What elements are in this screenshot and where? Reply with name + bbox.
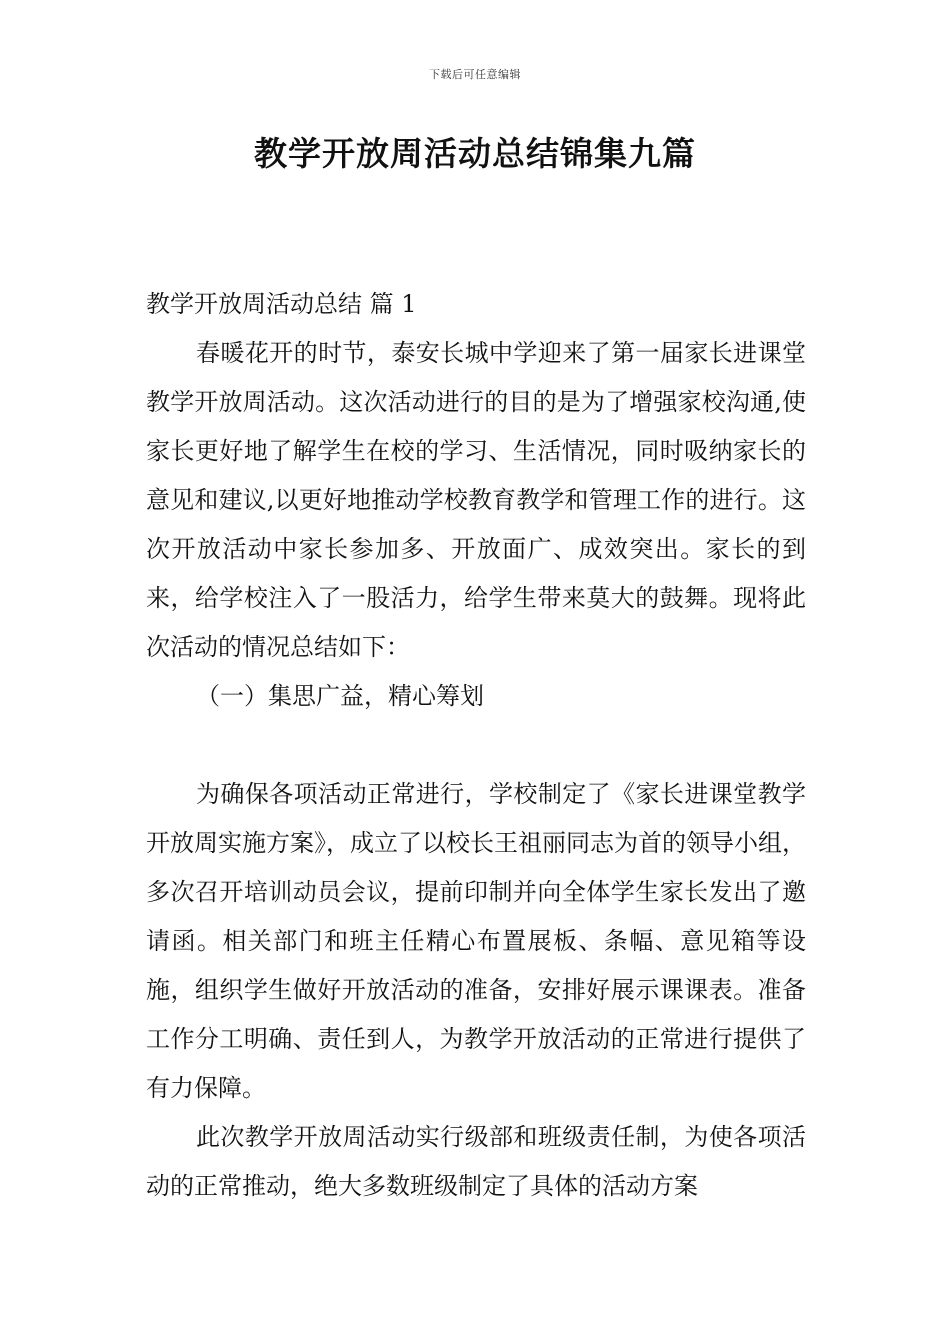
- sub-heading-1: （一）集思广益，精心筹划: [196, 682, 484, 710]
- paragraph-3: 此次教学开放周活动实行级部和班级责任制，为使各项活动的正常推动，绝大多数班级制定了具体的活动方案: [146, 1123, 806, 1200]
- document-title: 教学开放周活动总结锦集九篇: [254, 134, 696, 173]
- blank-line: [146, 721, 806, 770]
- section-heading: 教学开放周活动总结 篇 1: [146, 290, 417, 318]
- paragraph-2: 为确保各项活动正常进行，学校制定了《家长进课堂教学开放周实施方案》，成立了以校长王祖丽同志为首的领导小组，多次召开培训动员会议，提前印制并向全体学生家长发出了邀请函。相关部门和班主任精心布置展板、条幅、意见箱等设施，组织学生做好开放活动的准备，安排好展示课课表。准备工作分工明确、责任到人，为教学开放活动的正常进行提供了有力保障。: [146, 780, 806, 1102]
- paragraph-1: 春暖花开的时节，泰安长城中学迎来了第一届家长进课堂教学开放周活动。这次活动进行的目的是为了增强家校沟通,使家长更好地了解学生在校的学习、生活情况，同时吸纳家长的意见和建议,以更好地推动学校教育教学和管理工作的进行。这次开放活动中家长参加多、开放面广、成效突出。家长的到来，给学校注入了一股活力，给学生带来莫大的鼓舞。现将此次活动的情况总结如下：: [146, 339, 806, 661]
- document-body: [146, 280, 806, 1211]
- header-note: 下载后可任意编辑: [429, 68, 521, 81]
